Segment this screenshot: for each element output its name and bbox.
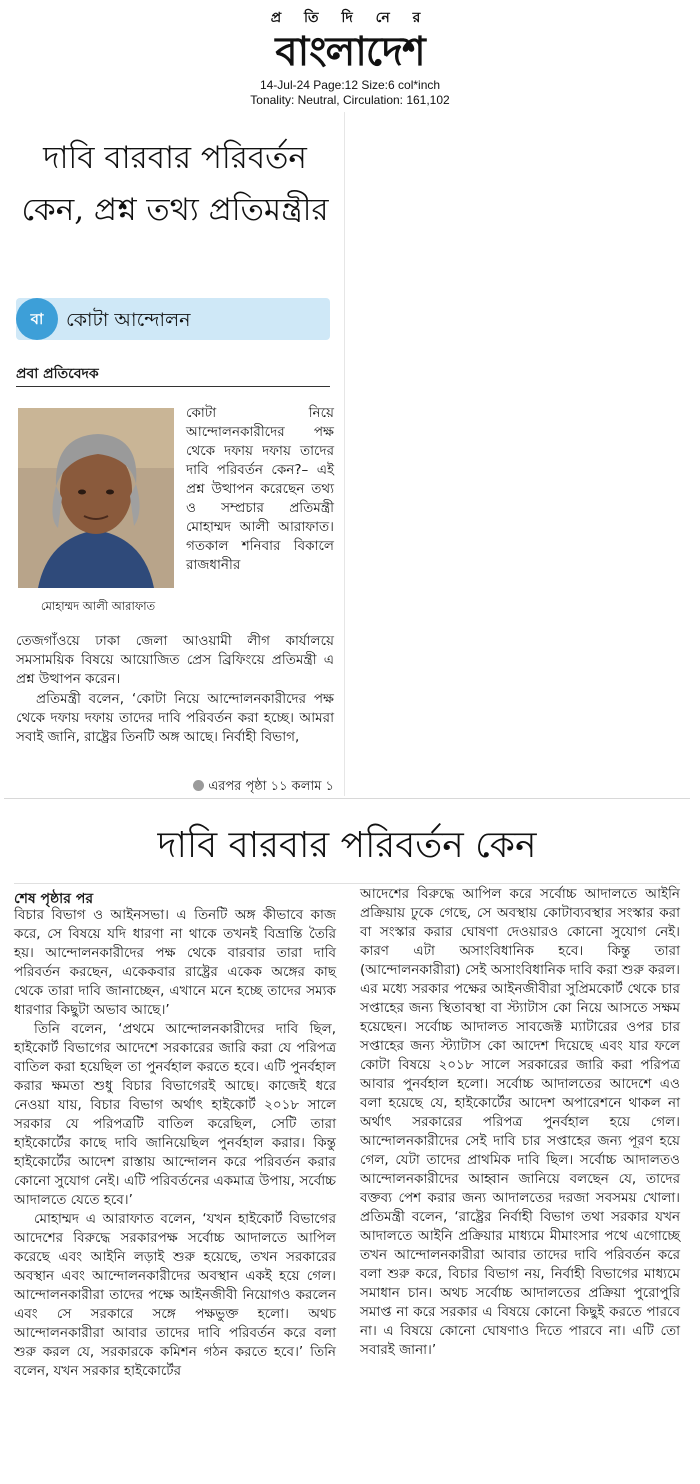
continued-note (16, 777, 334, 798)
masthead-title: বাংলাদেশ (275, 29, 425, 75)
article-lead-text: কোটা নিয়ে আন্দোলনকারীদের পক্ষ থেকে দফায় দফায় তাদের দাবি পরিবর্তন কেন?– এই প্রশ্ন উত্থাপন করেছেন তথ্য ও সম্প্রচার প্রতিমন্ত্রী মোহাম্মদ আলী আরাফাত। গতকাল শনিবার বিকালে রাজধানীর (186, 405, 334, 573)
topic-tag-badge: বা (16, 298, 58, 340)
article-clip-top (6, 112, 345, 796)
byline-divider (16, 386, 330, 387)
column-paragraph: মোহাম্মদ এ আরাফাত বলেন, ‘যখন হাইকোর্ট বিভাগের আদেশের বিরুদ্ধে সরকারপক্ষ সর্বোচ্চ আদালতে আপিল করেছে এবং আইনি লড়াই শুরু হয়েছে, তখন সরকারের অবস্থান এবং আন্দোলনকারীদের অবস্থান একই হয়ে গেল। আন্দোলনকারীরা তাদের পক্ষে আইনজীবী নিয়োগও করলেন এবং সে সরকারে সঙ্গে পক্ষভুক্ত হলো। অথচ আন্দোলনকারীরা আবার তাদের দাবি পরিবর্তন করে বলা শুরু করল যে, সরকারকে কমিশন গঠন করতে হবে।’ তিনি বলেন, যখন সরকার হাইকোর্টের (14, 1211, 336, 1379)
article-headline: দাবি বারবার পরিবর্তন কেন, প্রশ্ন তথ্য প্রতিমন্ত্রীর (21, 140, 329, 228)
continued-from-label: শেষ পৃষ্ঠার পর (14, 891, 94, 907)
column-paragraph: বিচার বিভাগ ও আইনসভা। এ তিনটি অঙ্গ কীভাবে কাজ করে, সে বিষয়ে যদি ধারণা না থাকে তখনই বিভ্রান্তি তৈরি হয়। আন্দোলনকারীদের পক্ষ থেকে বারবার তারা দাবি পরিবর্তন করছেন, একেকবার রাষ্ট্রের একেক অঙ্গের কাছ থেকে তারা দাবি জানাচ্ছেন, এখানে মনে হচ্ছে তাদের সম্যক ধারণার কিছুটা অভাব আছে।’ (14, 907, 336, 1018)
column-paragraph: আদেশের বিরুদ্ধে আপিল করে সর্বোচ্চ আদালতে আইনি প্রক্রিয়ায় ঢুকে গেছে, সে অবস্থায় কোটাব্যবস্থার সংস্কার করা বা সংস্কার করার ঘোষণা দেওয়ারও কোনো সুযোগ নেই। কারণ এটা অসাংবিধানিক হবে। কিন্তু তারা (আন্দোলনকারীরা) সেই অসাংবিধানিক দাবি করা শুরু করল। এর মধ্যে সরকার পক্ষের আইনজীবীরা সুপ্রিমকোর্ট থেকে চার সপ্তাহের জন্য স্থিতাবস্থা বা স্ট্যাটাস কো নিয়ে আসতে সক্ষম হয়েছেন। সর্বোচ্চ আদালত সাবজেক্ট ম্যাটারের ওপর চার সপ্তাহের জন্য স্ট্যাটাস কো আদেশ দিয়েছে এবং যার ফলে কোটা বিষয়ে ২০১৮ সালে সরকারের জারি করা পরিপত্র আবার পুনর্বহাল হলো। সর্বোচ্চ আদালতের আদেশে এও বলা হয়েছে যে, হাইকোর্টের আদেশ অপারেশনে থাকল না অর্থাৎ সরকারের পরিপত্র পুনর্বহাল হয়ে গেল। আন্দোলনকারীদের সেই দাবি চার সপ্তাহের জন্য পূরণ হয়ে গেল, যেটা তাদের প্রাথমিক দাবি ছিল। সর্বোচ্চ আদালতও আন্দোলনকারীদের আহ্বান জানিয়ে বলছেন যে, তাদের বক্তব্য পেশ করার জন্য আদালতের দরজা সবসময় খোলা। প্রতিমন্ত্রী বলেন, ‘রাষ্ট্রের নির্বাহী বিভাগ তথা সরকার যখন আদালতে আইনি প্রক্রিয়ার মাধ্যমে মীমাংসার পথে এগোচ্ছে তখন আন্দোলনকারীরা আবার তাদের দাবি পরিবর্তন করে বলা শুরু করে, বিচার বিভাগ নয়, নির্বাহী বিভাগের মাধ্যমে সমাধান চান। অথচ সর্বোচ্চ আদালতের প্রক্রিয়া পুরোপুরি সমাপ্ত না করে সরকার এ বিষয়ে কোনো কিছুই করতে পারবে না। এ বিষয়ে কোনো ঘোষণাও দিতে পারবে না। এটি তো সবারই জানা।’ (360, 886, 680, 1358)
article-paragraph: প্রতিমন্ত্রী বলেন, ‘কোটা নিয়ে আন্দোলনকারীদের পক্ষ থেকে দফায় দফায় তাদের দাবি পরিবর্তন করা হচ্ছে। আমরা সবাই জানি, রাষ্ট্রের তিনটি অঙ্গ আছে। নির্বাহী বিভাগ, (16, 691, 334, 745)
article-clip-continuation (4, 798, 690, 1477)
portrait-photo (18, 408, 174, 588)
portrait-illustration (18, 408, 174, 588)
masthead-tagline: প্র তি দি নে র (270, 10, 430, 26)
text-column-1 (14, 906, 336, 1381)
continuation-headline: দাবি বারবার পরিবর্তন কেন (157, 825, 537, 866)
clip-meta-circulation: Tonality: Neutral, Circulation: 161,102 (250, 93, 450, 107)
topic-tag-label: কোটা আন্দোলন (66, 309, 191, 331)
byline: প্রবা প্রতিবেদক (16, 366, 99, 382)
text-column-2 (360, 885, 680, 1360)
continued-note-text: এরপর পৃষ্ঠা ১১ কলাম ১ (208, 779, 334, 794)
photo-caption: মোহাম্মদ আলী আরাফাত (40, 599, 156, 613)
clip-meta-date: 14-Jul-24 Page:12 Size:6 col*inch (259, 78, 441, 92)
bullet-dot-icon (193, 780, 204, 791)
continuation-divider (14, 883, 680, 884)
article-lead-continued: তেজগাঁওয়ে ঢাকা জেলা আওয়ামী লীগ কার্যালয়ে সমসাময়িক বিষয়ে আয়োজিত প্রেস ব্রিফিংয়ে প্রতিমন্ত্রী এ প্রশ্ন উত্থাপন করেন। (16, 633, 334, 687)
column-paragraph: তিনি বলেন, ‘প্রথমে আন্দোলনকারীদের দাবি ছিল, হাইকোর্ট বিভাগের আদেশে সরকারের জারি করা যে পরিপত্র বাতিল করা হয়েছিল তা পুনর্বহাল করতে হবে। এটি পুনর্বহাল করার ক্ষমতা শুধু বিচার বিভাগেরই আছে। কাজেই ধরে নেওয়া যায়, বিচার বিভাগ অর্থাৎ হাইকোর্ট ২০১৮ সালে সরকার যে পরিপত্রটি বাতিল করেছিল, সেটি তারা হাইকোর্টের কাছে দাবি জানিয়েছিল পুনর্বহাল করার। কিন্তু হাইকোর্টের আদেশ রাস্তায় আন্দোলন করে পরিবর্তন করার কোনো সুযোগ নেই। এটি পরিবর্তনের একমাত্র উপায়, সর্বোচ্চ আদালতে যেতে হবে।’ (14, 1021, 336, 1208)
